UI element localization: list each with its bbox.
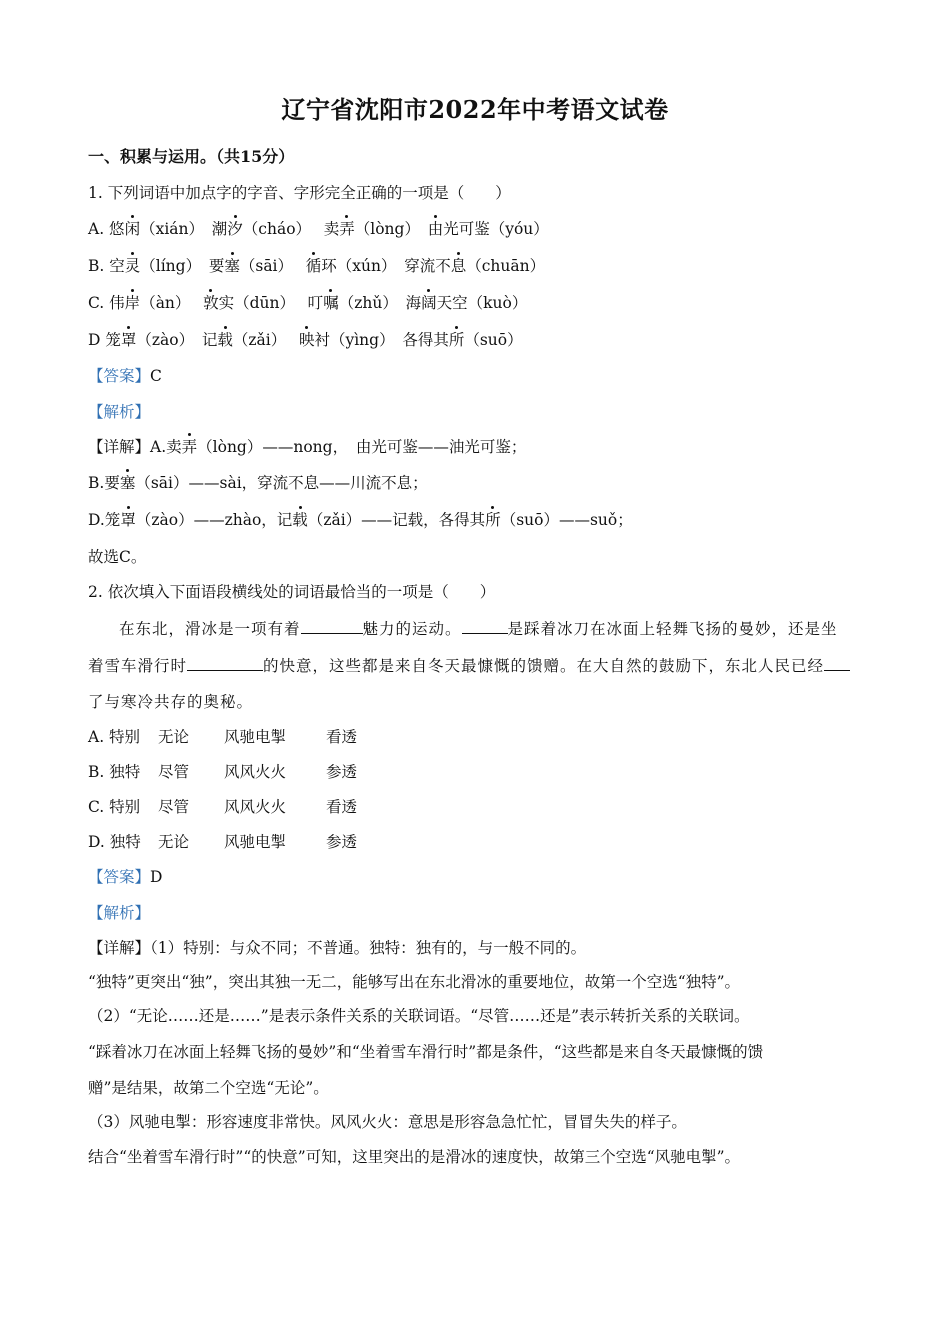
q2-detail-1: 【详解】（1）特别：与众不同；不普通。独特：独有的，与一般不同的。 xyxy=(88,939,587,957)
dotted-char: 载 xyxy=(292,511,308,529)
q1-stem: 1. 下列词语中加点字的字音、字形完全正确的一项是（ ） xyxy=(88,184,511,202)
q2-option: B. 独特 尽管 风风火火 参透 xyxy=(88,763,358,781)
answer-value: D xyxy=(150,868,163,886)
q2-passage-line-1: 在东北，滑冰是一项有着 魅力的运动。 是踩着冰刀在冰面上轻舞飞扬的曼妙，还是坐 xyxy=(119,620,838,638)
fill-blank xyxy=(824,655,850,671)
q2-detail-3: （2）“无论……还是……”是表示条件关系的关联词语。“尽管……还是”表示转折关系的关联词。 xyxy=(88,1007,750,1025)
dotted-char: 所 xyxy=(485,511,501,529)
answer-tag: 【答案】 xyxy=(88,367,151,385)
answer-tag: 【答案】 xyxy=(88,868,151,886)
dotted-char: 载 xyxy=(217,331,233,349)
page-title: 辽宁省沈阳市2022年中考语文试卷 xyxy=(281,95,669,124)
q2-detail-7: 结合“坐着雪车滑行时”“的快意”可知，这里突出的是滑冰的速度快，故第三个空选“风驰电掣”。 xyxy=(88,1148,741,1166)
dotted-char: 所 xyxy=(448,331,465,349)
dotted-char: 塞 xyxy=(224,257,240,275)
dotted-char: 灵 xyxy=(124,257,141,275)
dotted-char: 罩 xyxy=(120,331,137,349)
q1-analysis-tag: 【解析】 xyxy=(88,403,151,421)
fill-blank xyxy=(301,618,363,634)
q2-answer xyxy=(88,867,162,887)
fill-blank xyxy=(462,618,508,634)
dotted-char: 塞 xyxy=(119,474,136,492)
q2-detail-2: “独特”更突出“独”，突出其独一无二，能够写出在东北滑冰的重要地位，故第一个空选“独特”。 xyxy=(88,973,741,991)
q1-option-a: A. 悠闲（xián） 潮汐（cháo） 卖弄（lòng） 由光可鉴（yóu） xyxy=(88,220,549,238)
dotted-char: 嘱 xyxy=(323,294,339,312)
dotted-char: 循 xyxy=(305,257,322,275)
detail-tag: 【详解】 xyxy=(88,939,151,957)
q2-analysis-tag: 【解析】 xyxy=(88,904,151,922)
q2-option: C. 特别 尽管 风风火火 看透 xyxy=(88,798,358,816)
q2-detail-4: “踩着冰刀在冰面上轻舞飞扬的曼妙”和“坐着雪车滑行时”都是条件，“这些都是来自冬天最慷慨的馈 xyxy=(88,1043,764,1061)
section-heading: 一、积累与运用。（共15分） xyxy=(88,147,295,166)
q1-option-b: B. 空灵（líng） 要塞（sāi） 循环（xún） 穿流不息（chuān） xyxy=(88,257,546,275)
q2-option: D. 独特 无论 风驰电掣 参透 xyxy=(88,833,358,851)
dotted-char: 息 xyxy=(450,257,467,275)
dotted-char: 阔 xyxy=(421,294,437,312)
q1-option-d: D 笼罩（zào） 记载（zǎi） 映衬（yìng） 各得其所（suō） xyxy=(88,331,523,349)
q1-detail-1: 【详解】A.卖弄（lòng）——nong， 由光可鉴——油光可鉴； xyxy=(88,438,527,456)
dotted-char: 由 xyxy=(427,220,444,238)
dotted-char: 敦 xyxy=(203,294,219,312)
q1-detail-2: B.要塞（sāi）——sài，穿流不息——川流不息； xyxy=(88,474,428,492)
q2-detail-6: （3）风驰电掣：形容速度非常快。风风火火：意思是形容急急忙忙，冒冒失失的样子。 xyxy=(88,1113,687,1131)
dotted-char: 汐 xyxy=(227,220,243,238)
dotted-char: 弄 xyxy=(339,220,355,238)
dotted-char: 闲 xyxy=(124,220,141,238)
fill-blank xyxy=(187,655,263,671)
q2-stem: 2. 依次填入下面语段横线处的词语最恰当的一项是（ ） xyxy=(88,583,496,601)
q2-option: A. 特别 无论 风驰电掣 看透 xyxy=(88,728,358,746)
answer-value: C xyxy=(150,367,162,385)
dotted-char: 岸 xyxy=(124,294,141,312)
q1-option-c: C. 伟岸（àn） 敦实（dūn） 叮嘱（zhǔ） 海阔天空（kuò） xyxy=(88,294,528,312)
dotted-char: 弄 xyxy=(181,438,198,456)
q1-conclusion: 故选C。 xyxy=(88,548,147,566)
q2-detail-5: 赠”是结果，故第二个空选“无论”。 xyxy=(88,1079,329,1097)
detail-tag: 【详解】 xyxy=(88,438,151,456)
q2-passage-line-3: 了与寒冷共存的奥秘。 xyxy=(88,693,254,711)
q1-answer xyxy=(88,366,162,386)
dotted-char: 罩 xyxy=(120,511,136,529)
dotted-char: 映 xyxy=(298,331,315,349)
q1-detail-3: D.笼罩（zào）——zhào，记载（zǎi）——记载，各得其所（suō）——suǒ； xyxy=(88,511,633,529)
q2-passage-line-2: 着雪车滑行时 的快意，这些都是来自冬天最慷慨的馈赠。在大自然的鼓励下，东北人民已经 xyxy=(88,655,850,676)
